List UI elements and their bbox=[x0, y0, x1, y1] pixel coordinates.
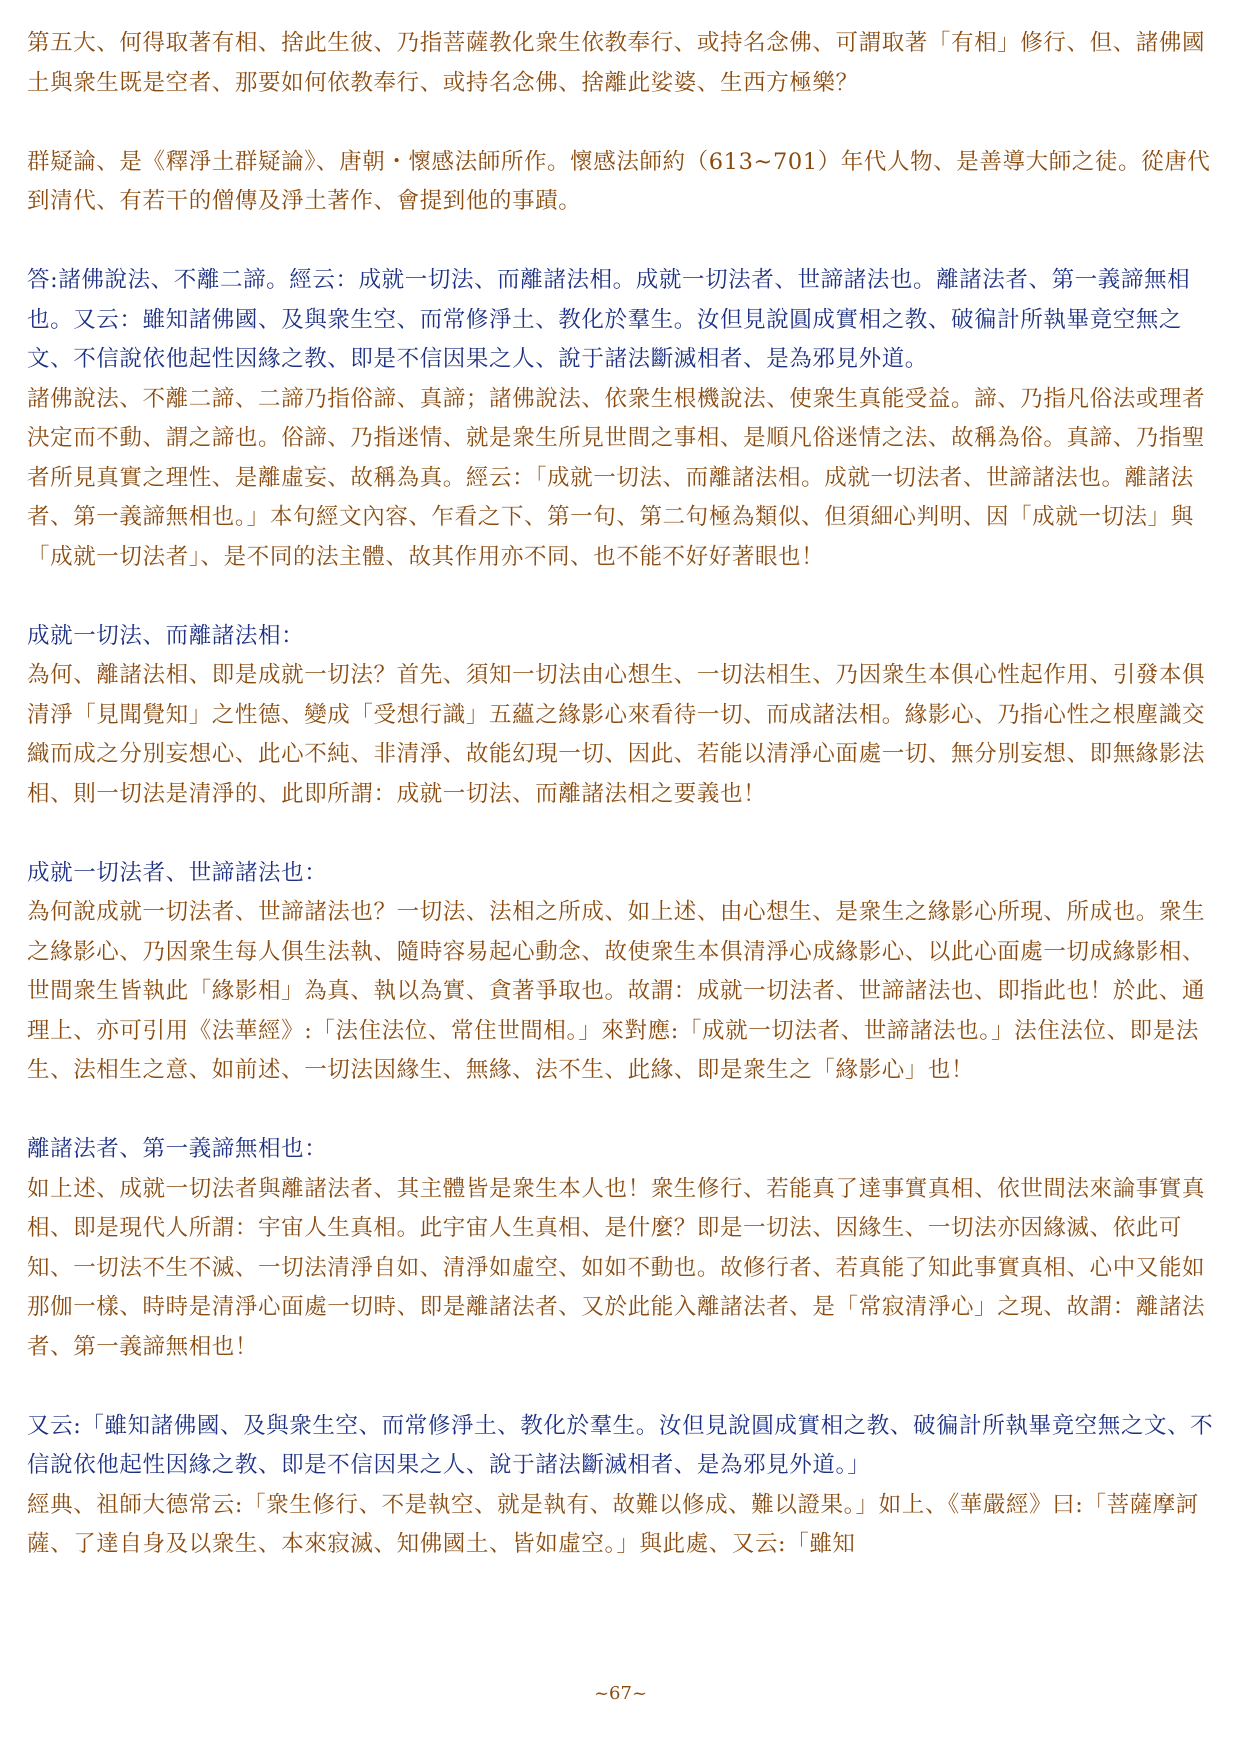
commentary-paragraph: 如上述、成就一切法者與離諸法者、其主體皆是衆生本人也！衆生修行、若能真了達事實真相、依世間法來論事實真相、即是現代人所謂：宇宙人生真相。此宇宙人生真相、是什麼？即是一切法、因緣生、一切法亦因緣滅、依此可知、一切法不生不滅、一切法清淨自如、清淨如虛空、如如不動也。故修行者、若真能了知此事實真相、心中又能如那伽一樣、時時是清淨心面處一切時、即是離諸法者、又於此能入離諸法者、是「常寂清淨心」之現、故謂：離諸法者、第一義諦無相也！ bbox=[27, 1175, 1206, 1360]
spacer bbox=[27, 577, 1222, 617]
question-paragraph: 第五大、何得取著有相、捨此生彼、乃指菩薩教化衆生依教奉行、或持名念佛、可謂取著「有相」修行、但、諸佛國土與衆生既是空者、那要如何依教奉行、或持名念佛、捨離此娑婆、生西方極樂？ bbox=[27, 30, 1206, 96]
spacer bbox=[27, 103, 1222, 143]
spacer bbox=[27, 1367, 1222, 1407]
section-heading: 離諸法者、第一義諦無相也： bbox=[27, 1136, 328, 1162]
spacer bbox=[27, 222, 1222, 262]
section-heading: 成就一切法者、世諦諸法也： bbox=[27, 859, 328, 886]
source-note-paragraph: 群疑論、是《釋淨土群疑論》、唐朝・懷感法師所作。懷感法師約（613~701）年代人物、是善導大師之徒。從唐代到清代、有若干的僧傳及淨土著作、會提到他的事蹟。 bbox=[27, 148, 1211, 214]
commentary-paragraph: 諸佛說法、不離二諦、二諦乃指俗諦、真諦；諸佛說法、依衆生根機說法、使衆生真能受益。諦、乃指凡俗法或理者決定而不動、謂之諦也。俗諦、乃指迷情、就是衆生所見世間之事相、是順凡俗迷情之法、故稱為俗。真諦、乃指聖者所見真實之理性、是離虛妄、故稱為真。經云：「成就一切法、而離諸法相。成就一切法者、世諦諸法也。離諸法者、第一義諦無相也。」本句經文內容、乍看之下、第一句、第二句極為類似、但須細心判明、因「成就一切法」與「成就一切法者」、是不同的法主體、故其作用亦不同、也不能不好好著眼也！ bbox=[27, 385, 1206, 570]
page-number: ~67~ bbox=[593, 1683, 648, 1704]
section-heading: 成就一切法、而離諸法相： bbox=[27, 622, 305, 649]
commentary-paragraph: 為何說成就一切法者、世諦諸法也？一切法、法相之所成、如上述、由心想生、是衆生之緣影心所現、所成也。衆生之緣影心、乃因衆生每人俱生法執、隨時容易起心動念、故使衆生本俱清淨心成緣影心、以此心面處一切成緣影相、世間衆生皆執此「緣影相」為真、執以為實、貪著爭取也。故謂：成就一切法者、世諦諸法也、即指此也！於此、通理上、亦可引用《法華經》:「法住法位、常住世間相。」來對應:「成就一切法者、世諦諸法也。」法住法位、即是法生、法相生之意、如前述、一切法因緣生、無緣、法不生、此緣、即是衆生之「緣影心」也！ bbox=[27, 899, 1206, 1083]
commentary-paragraph: 經典、祖師大德常云:「衆生修行、不是執空、就是執有、故難以修成、難以證果。」如上、《華嚴經》曰:「菩薩摩訶薩、了達自身及以衆生、本來寂滅、知佛國土、皆如虛空。」與此處、又云:「雖知 bbox=[27, 1491, 1199, 1557]
spacer bbox=[27, 1091, 1222, 1131]
commentary-paragraph: 為何、離諸法相、即是成就一切法？首先、須知一切法由心想生、一切法相生、乃因衆生本俱心性起作用、引發本俱清淨「見聞覺知」之性德、變成「受想行識」五蘊之緣影心來看待一切、而成諸法相。緣影心、乃指心性之根塵識交織而成之分別妄想心、此心不純、非清淨、故能幻現一切、因此、若能以清淨心面處一切、無分別妄想、即無緣影法相、則一切法是清淨的、此即所謂：成就一切法、而離諸法相之要義也！ bbox=[27, 662, 1206, 807]
quote-paragraph: 又云:「雖知諸佛國、及與衆生空、而常修淨土、教化於羣生。汝但見說圓成實相之教、破徧計所執畢竟空無之文、不信說依他起性因緣之教、即是不信因果之人、說于諸法斷滅相者、是為邪見外道。」 bbox=[27, 1412, 1214, 1478]
page-body bbox=[27, 24, 1222, 1565]
answer-quote-paragraph: 答:諸佛說法、不離二諦。經云：成就一切法、而離諸法相。成就一切法者、世諦諸法也。離諸法者、第一義諦無相也。又云：雖知諸佛國、及與衆生空、而常修淨土、教化於羣生。汝但見說圓成實相之教、破徧計所執畢竟空無之文、不信說依他起性因緣之教、即是不信因果之人、說于諸法斷滅相者、是為邪見外道。 bbox=[27, 267, 1191, 372]
spacer bbox=[27, 814, 1222, 854]
